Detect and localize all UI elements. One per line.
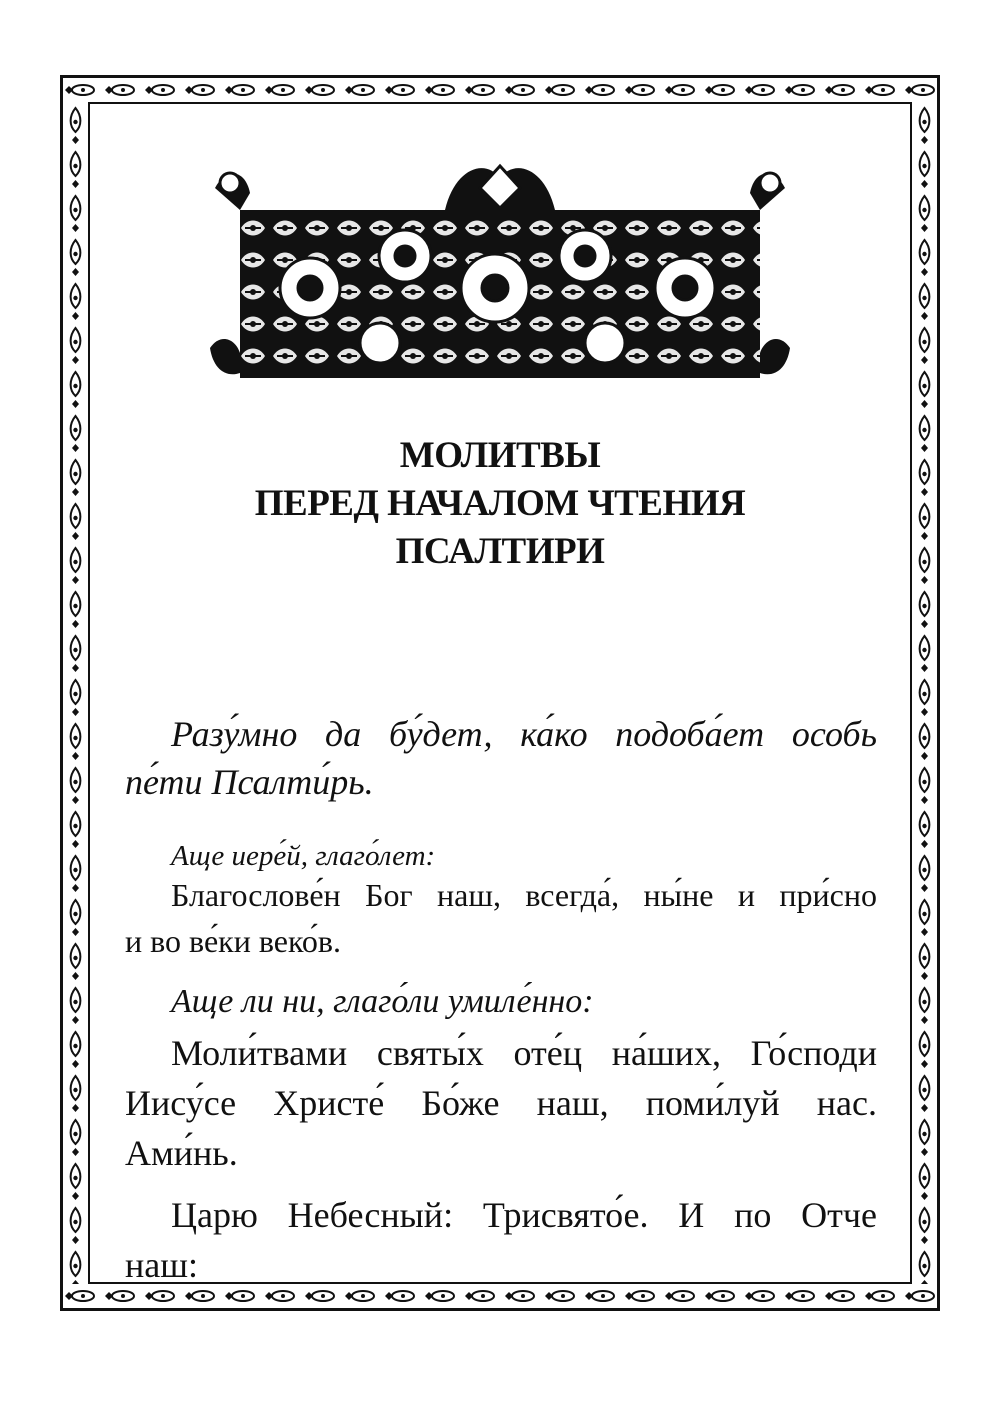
word: особь <box>791 714 877 754</box>
word: поми́луй <box>645 1083 780 1123</box>
word: Го́споди <box>750 1033 877 1073</box>
ornament-band-right <box>912 102 937 1284</box>
title-line-3: ПСАЛТИРИ <box>395 531 605 572</box>
word: ка́ко <box>520 714 588 754</box>
rubric-layman: Аще ли ни, глаго́ли умиле́нно: <box>171 983 594 1020</box>
word: Иису́се <box>125 1083 237 1123</box>
paragraph-4 <box>125 1190 877 1290</box>
word: при́сно <box>779 877 877 913</box>
paragraph-4-line-1 <box>125 1190 877 1240</box>
word: святы́х <box>376 1033 484 1073</box>
word: Христе́ <box>273 1083 385 1123</box>
paragraph-1 <box>125 710 877 806</box>
title-line-1: МОЛИТВЫ <box>399 435 601 476</box>
word: и <box>737 877 755 913</box>
word: Небесный: <box>287 1195 454 1235</box>
paragraph-3-line-3: Ами́нь. <box>125 1133 238 1173</box>
page-title <box>150 432 850 576</box>
word: Царю <box>171 1195 258 1235</box>
paragraph-1-line-2: пе́ти Псалти́рь. <box>125 762 374 802</box>
ornament-band-left <box>63 102 88 1284</box>
paragraph-3 <box>125 1028 877 1178</box>
word: по <box>734 1195 772 1235</box>
word: оте́ц <box>513 1033 583 1073</box>
rubric-priest: Аще иере́й, глаго́лет: <box>171 840 436 872</box>
word: ны́не <box>643 877 714 913</box>
word: нас. <box>816 1083 877 1123</box>
word: И <box>678 1195 705 1235</box>
word: на́ших, <box>611 1033 721 1073</box>
word: наш, <box>436 877 501 913</box>
word: Бог <box>365 877 413 913</box>
word: подоба́ет <box>615 714 765 754</box>
paragraph-2-line-2: и во ве́ки веко́в. <box>125 923 341 959</box>
paragraph-1-line-1 <box>125 710 877 758</box>
word: Бо́же <box>421 1083 500 1123</box>
word: да <box>325 714 362 754</box>
word: Трисвято́е. <box>482 1195 649 1235</box>
paragraph-2-line-1 <box>125 872 877 918</box>
word: Моли́твами <box>171 1033 348 1073</box>
ornament-band-top <box>63 78 937 102</box>
word: наш, <box>536 1083 609 1123</box>
word: Разу́мно <box>171 714 298 754</box>
word: Благослове́н <box>171 877 341 913</box>
word: всегда́, <box>525 877 620 913</box>
title-line-2: ПЕРЕД НАЧАЛОМ ЧТЕНИЯ <box>254 483 746 524</box>
paragraph-3-line-1 <box>125 1028 877 1078</box>
paragraph-2 <box>125 872 877 964</box>
paragraph-3-line-2 <box>125 1078 877 1128</box>
word: бу́дет, <box>388 714 493 754</box>
word: Отче <box>801 1195 877 1235</box>
paragraph-4-line-2: наш: <box>125 1245 198 1285</box>
floral-headpiece-image <box>205 148 795 384</box>
